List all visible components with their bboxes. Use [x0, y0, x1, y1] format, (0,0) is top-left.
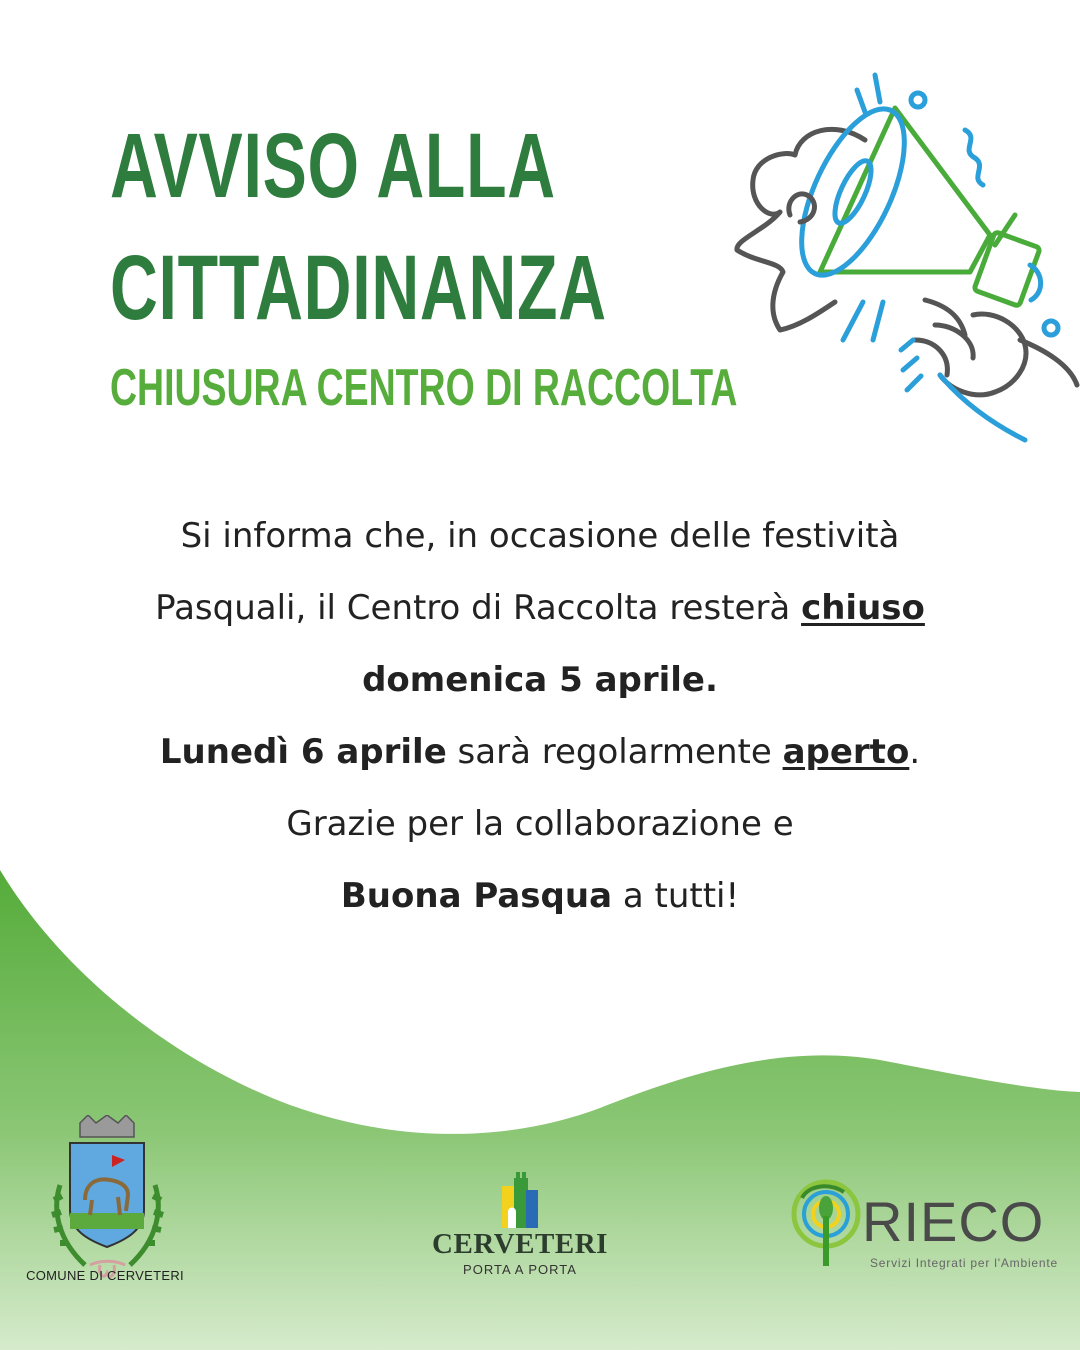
- title-line-2: CITTADINANZA: [110, 237, 607, 339]
- notice-body: [40, 500, 1040, 932]
- page-subtitle: CHIUSURA CENTRO DI RACCOLTA: [110, 359, 738, 417]
- body-line-6: [40, 860, 1040, 932]
- body-text-4: sarà regolarmente: [446, 732, 783, 772]
- body-text-1: Si informa che, in occasione delle festività: [180, 516, 900, 556]
- rieco-name: RIECO: [862, 1190, 1045, 1253]
- body-line-1: [40, 500, 1040, 572]
- leaf-circle-icon: [788, 1178, 868, 1268]
- body-line-2: [40, 572, 1040, 644]
- open-emphasis: aperto: [782, 732, 910, 772]
- comune-label: COMUNE DI CERVETERI: [26, 1268, 184, 1283]
- closure-date: domenica 5 aprile.: [362, 660, 718, 700]
- body-line-5: [40, 788, 1040, 860]
- rieco-subtitle: Servizi Integrati per l'Ambiente: [870, 1256, 1058, 1270]
- body-line-3: [40, 644, 1040, 716]
- page-title: [110, 105, 607, 349]
- cerveteri-name: CERVETERI: [432, 1228, 608, 1260]
- cerveteri-subtitle: PORTA A PORTA: [463, 1262, 577, 1277]
- closed-emphasis: chiuso: [801, 588, 925, 628]
- body-text-5: Grazie per la collaborazione e: [286, 804, 794, 844]
- easter-greeting: Buona Pasqua: [340, 876, 613, 916]
- tower-icon: [490, 1172, 550, 1232]
- crest-icon: [30, 1115, 185, 1290]
- open-date: Lunedì 6 aprile: [159, 732, 447, 772]
- body-line-4: [40, 716, 1040, 788]
- title-line-1: AVVISO ALLA: [110, 115, 556, 217]
- body-text-6-end: a tutti!: [612, 876, 740, 916]
- megaphone-icon: [725, 40, 1080, 460]
- body-text-2: Pasquali, il Centro di Raccolta resterà: [155, 588, 802, 628]
- body-text-4-end: .: [909, 732, 921, 772]
